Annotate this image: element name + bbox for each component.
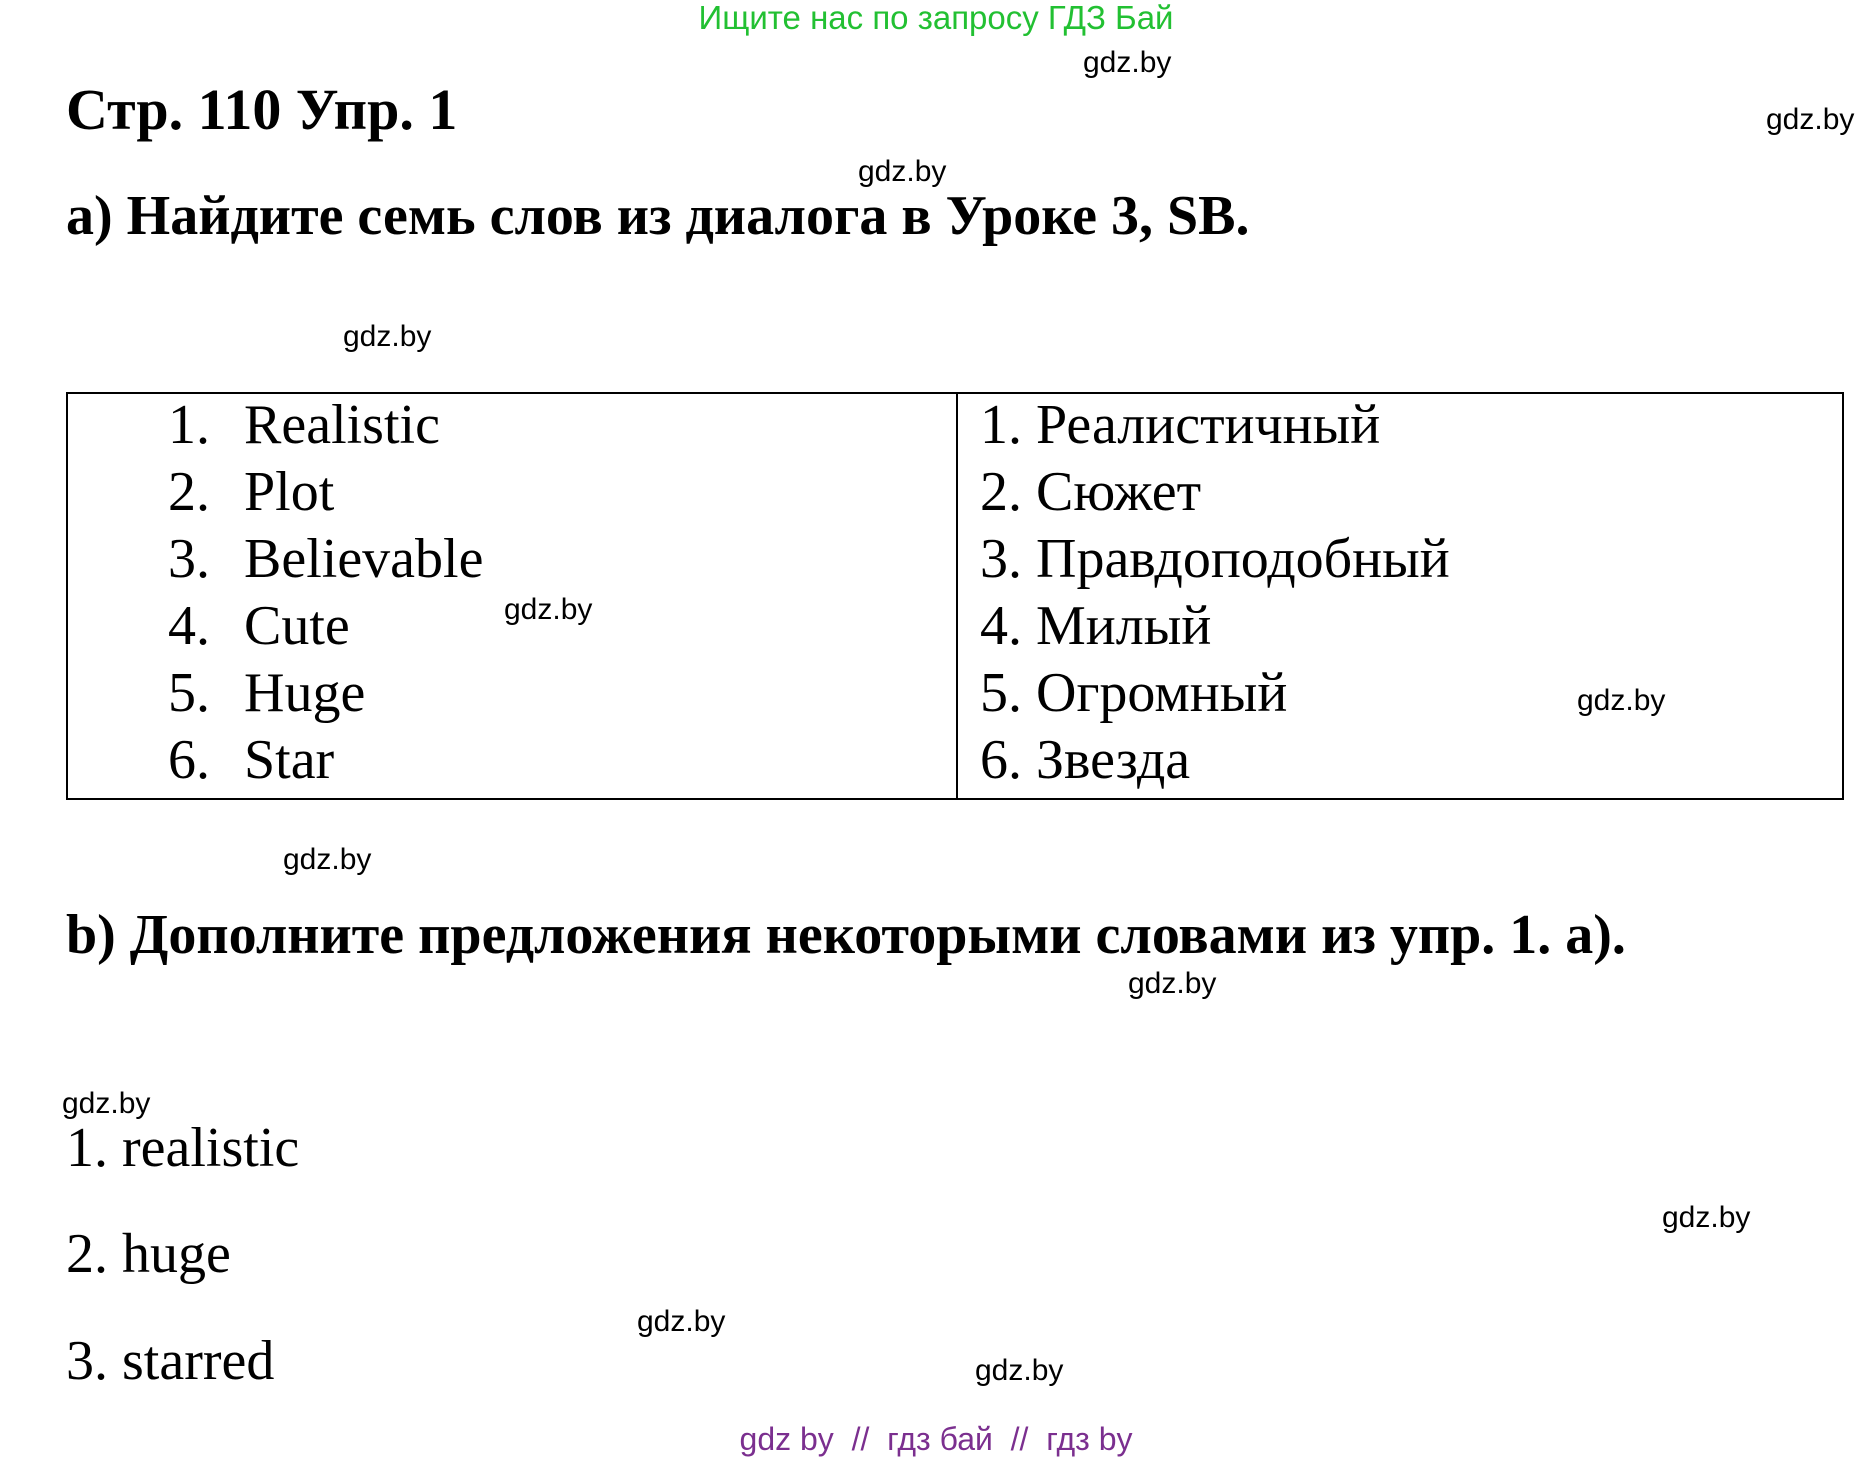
table-row (980, 461, 1201, 523)
watermark: gdz.by (1577, 684, 1666, 717)
page-title: Стр. 110 Упр. 1 (66, 77, 458, 142)
russian-word: Милый (1036, 595, 1212, 657)
watermark: gdz.by (62, 1087, 151, 1120)
table-divider (956, 394, 958, 798)
english-word: Realistic (244, 394, 440, 456)
row-number: 6. (168, 729, 210, 791)
answer-item: 3. starred (66, 1330, 275, 1392)
russian-word: Правдоподобный (1036, 528, 1450, 590)
table-row (980, 595, 1211, 657)
watermark: gdz.by (1128, 967, 1217, 1000)
english-word: Believable (244, 528, 484, 590)
watermark: gdz.by (283, 843, 372, 876)
top-banner: Ищите нас по запросу ГДЗ Бай (698, 0, 1174, 36)
row-number: 6. (980, 729, 1022, 791)
row-number: 2. (168, 461, 210, 523)
footer-links: gdz by // гдз бай // гдз by (739, 1421, 1133, 1457)
table-row (168, 394, 440, 456)
watermark: gdz.by (975, 1354, 1064, 1387)
row-number: 3. (980, 528, 1022, 590)
row-number: 4. (168, 595, 210, 657)
english-word: Star (244, 729, 335, 791)
table-row (980, 662, 1287, 724)
table-row (168, 662, 365, 724)
row-number: 4. (980, 595, 1022, 657)
row-number: 5. (168, 662, 210, 724)
russian-word: Реалистичный (1036, 394, 1381, 456)
watermark: gdz.by (858, 155, 947, 188)
watermark: gdz.by (343, 320, 432, 353)
row-number: 1. (980, 394, 1022, 456)
table-row (168, 528, 483, 590)
russian-word: Огромный (1036, 662, 1288, 724)
table-row (168, 729, 334, 791)
russian-word: Звезда (1036, 729, 1191, 791)
row-number: 1. (168, 394, 210, 456)
row-number: 3. (168, 528, 210, 590)
table-row (168, 595, 350, 657)
row-number: 5. (980, 662, 1022, 724)
table-row (168, 461, 334, 523)
english-word: Huge (244, 662, 366, 724)
task-b-heading: b) Дополните предложения некоторыми словами из упр. 1. а). (66, 904, 1626, 966)
table-row (980, 729, 1190, 791)
vocabulary-table (66, 392, 1844, 800)
answer-item: 2. huge (66, 1223, 231, 1285)
watermark: gdz.by (1083, 46, 1172, 79)
english-word: Cute (244, 595, 350, 657)
watermark: gdz.by (637, 1305, 726, 1338)
watermark: gdz.by (504, 593, 593, 626)
watermark: gdz.by (1662, 1201, 1751, 1234)
answer-item: 1. realistic (66, 1117, 300, 1179)
watermark: gdz.by (1766, 103, 1855, 136)
table-row (980, 528, 1450, 590)
english-word: Plot (244, 461, 335, 523)
table-row (980, 394, 1380, 456)
row-number: 2. (980, 461, 1022, 523)
task-a-heading: а) Найдите семь слов из диалога в Уроке 3, SB. (66, 185, 1250, 247)
russian-word: Сюжет (1036, 461, 1202, 523)
